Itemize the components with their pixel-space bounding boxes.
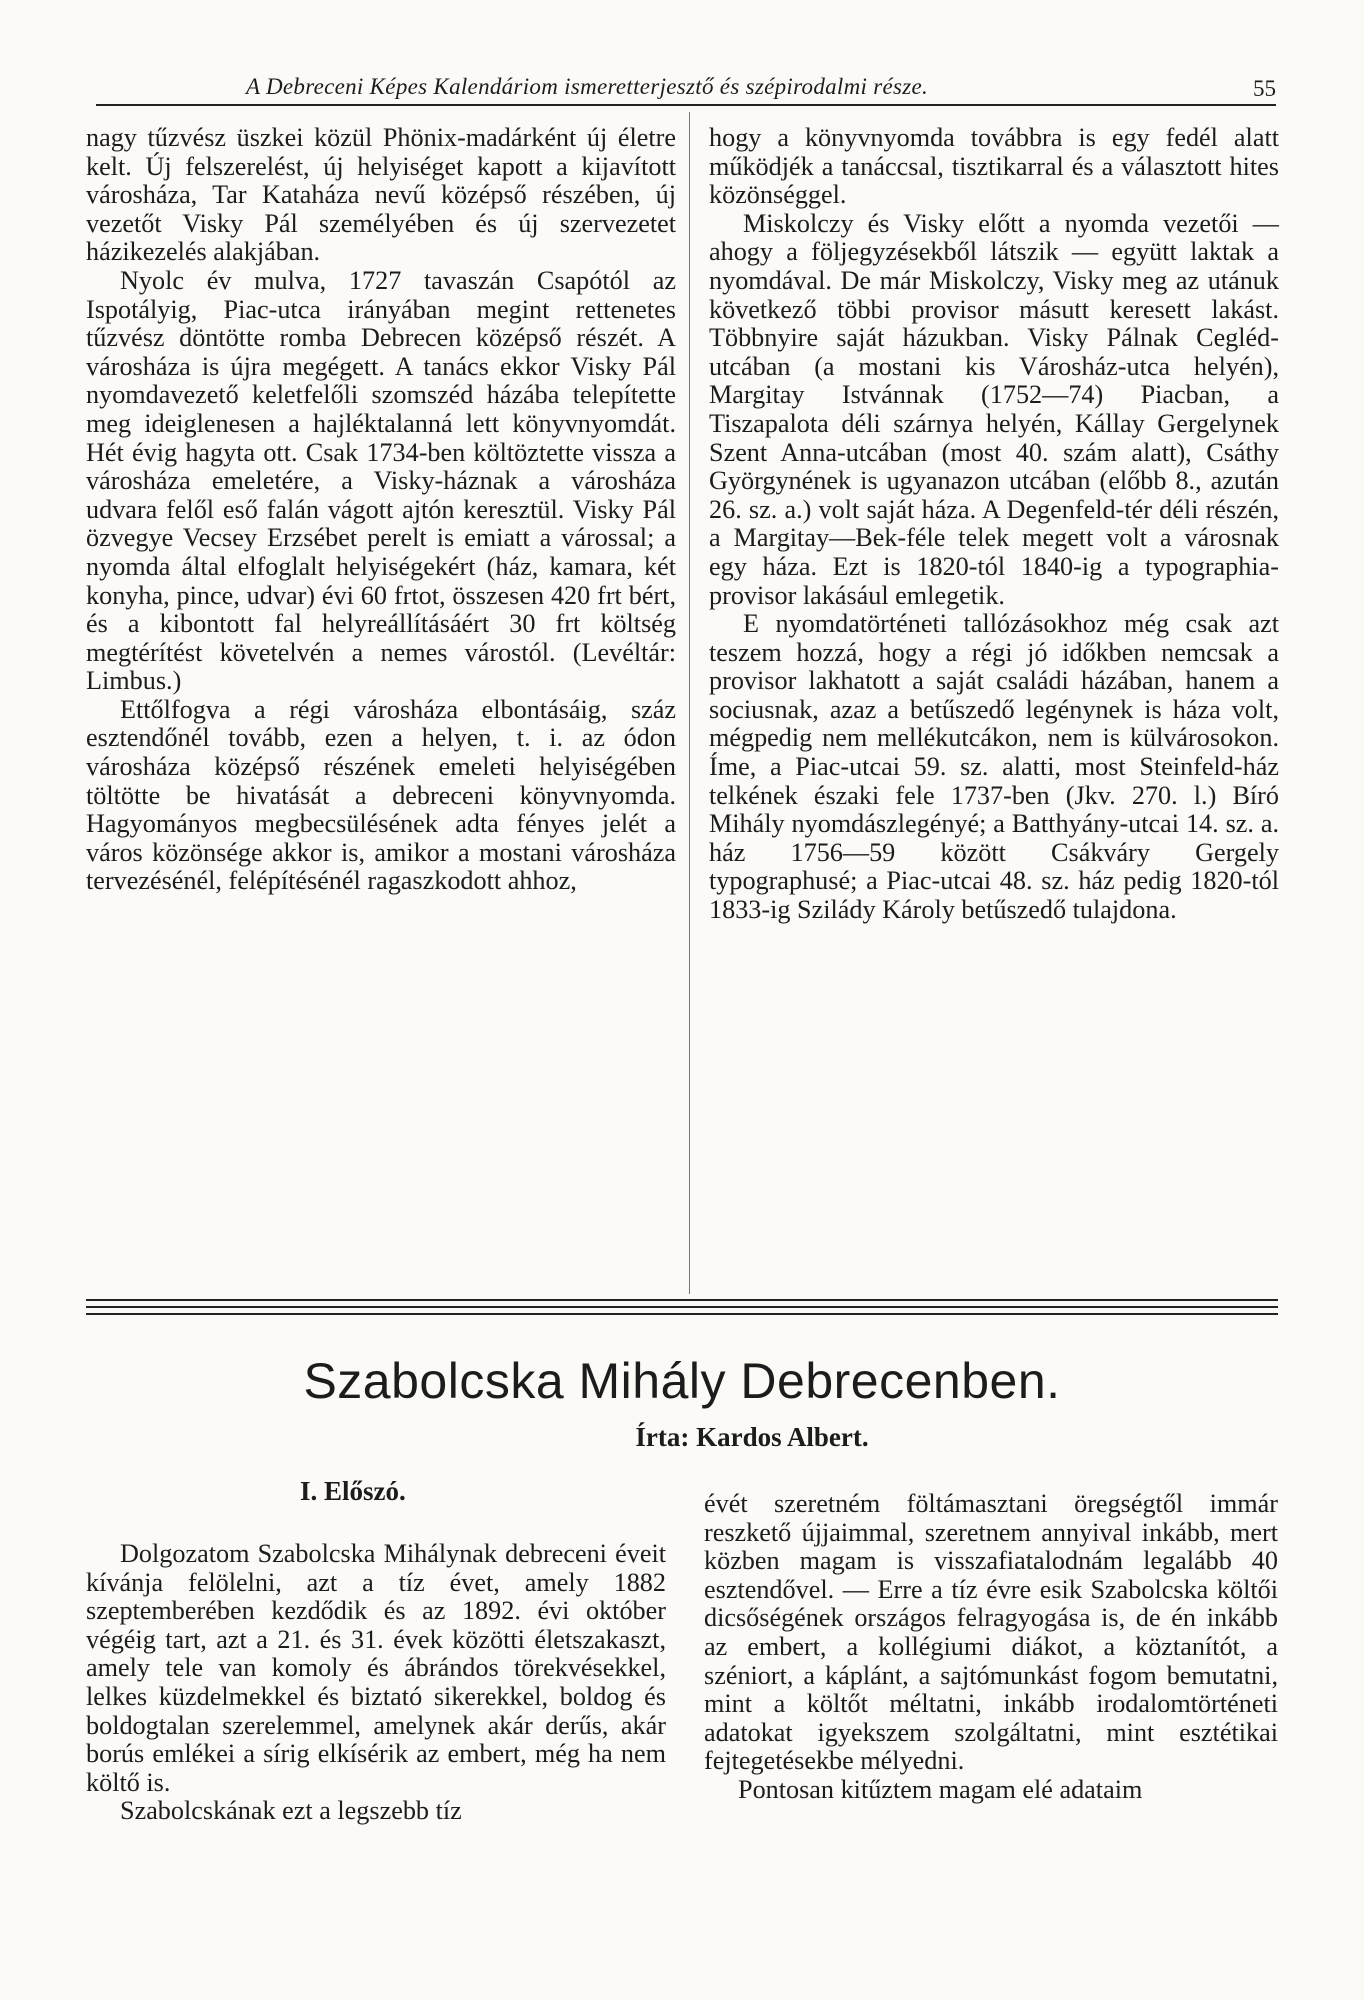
paragraph: nagy tűzvész üszkei közül Phönix-madárként új életre kelt. Új felszerelést, új helyiséget kapott a kijavított városháza, Tar Kataháza nevű középső részében, új vezetőt Visky Pál személyében és új szervezetet házikezelés alakjában. xyxy=(86,123,676,267)
paragraph: Szabolcskának ezt a legszebb tíz xyxy=(120,1796,462,1826)
paragraph: Miskolczy és Visky előtt a nyomda vezetői — ahogy a följegyzésekből látszik — együtt laktak a nyomdával. De már Miskolczy, Visky meg az utánuk következő többi provisor másutt keresett lakást. Többnyire saját házukban. Visky Pálnak Cegléd-utcában (a mostani kis Városház-utca helyén), Margitay Istvánnak (1752—74) Piacban, a Tiszapalota déli szárnya helyén, Kállay Gergelynek Szent Anna-utcában (most 40. szám alatt), Csáthy Györgynének is ugyanazon utcában (előbb 8., azután 26. sz. a.) volt saját háza. A Degenfeld-tér déli részén, a Margitay—Bek-féle telek megett volt a városnak egy háza. Ezt is 1820-tól 1840-ig a typographia-provisor lakásául emlegetik. xyxy=(709,208,1279,610)
running-title: A Debreceni Képes Kalendáriom ismeretterjesztő és szépirodalmi része. xyxy=(246,74,929,99)
paragraph: évét szeretném föltámasztani öregségtől immár reszkető újjaimmal, szeretnem annyival inkább, mert közben magam is visszafiatalodnám legalább 40 esztendővel. — Erre a tíz évre esik Szabolcska költői dicsőségének országos felragyogása is, de én inkább az embert, a kollégiumi diákot, a köztanítót, a széniort, a káplánt, a sajtómunkást fogom bemutatni, mint a költőt méltatni, inkább irodalomtörténeti adatokat igyekszem szolgáltatni, mint esztétikai fejtegetésekbe mélyedni. xyxy=(704,1489,1278,1776)
article-left-column xyxy=(86,1540,666,1826)
separator-rule xyxy=(86,1306,1278,1308)
separator-rule xyxy=(86,1313,1278,1315)
page-number: 55 xyxy=(1253,76,1276,101)
paragraph: Ettőlfogva a régi városháza elbontásáig, száz esztendőnél tovább, ezen a helyen, t. i. az ódon városháza középső részének emeleti helyiségében töltötte be hivatását a debreceni könyvnyomda. Hagyományos megbecsülésének adta fényes jelét a város közönsége akkor is, amikor a mostani városháza tervezésénél, felépítésénél ragaszkodott ahhoz, xyxy=(86,694,676,896)
article-right-column xyxy=(704,1490,1278,1805)
paragraph: hogy a könyvnyomda továbbra is egy fedél alatt működjék a tanáccsal, tisztikarral és a választott hites közönséggel. xyxy=(709,123,1279,210)
running-header xyxy=(96,70,1276,104)
separator-rule xyxy=(86,1299,1278,1301)
byline: Írta: Kardos Albert. xyxy=(635,1422,869,1452)
paragraph: E nyomdatörténeti tallózásokhoz még csak azt teszem hozzá, hogy a régi jó időkben nemcsak a provisor lakhatott a saját családi házában, hanem a sociusnak, azaz a betűszedő legénynek is háza volt, mégpedig nem mellékutcákon, nem is külvárosokon. Íme, a Piac-utcai 59. sz. alatti, most Steinfeld-ház telkének északi fele 1737-ben (Jkv. 270. l.) Bíró Mihály nyomdászlegényé; a Batthyány-utcai 14. sz. a. ház 1756—59 között Csákváry Gergely typographusé; a Piac-utcai 48. sz. ház pedig 1820-tól 1833-ig Sziládу Károly betűszedő tulajdona. xyxy=(709,609,1279,925)
left-column xyxy=(86,124,676,896)
section-heading: I. Előszó. xyxy=(300,1476,406,1506)
paragraph: Nyolc év mulva, 1727 tavaszán Csapótól az Ispotályig, Piac-utca irányában megint rettenetes tűzvész döntötte romba Debrecen középső részét. A városháza is újra megégett. A tanács ekkor Visky Pál nyomdavezető keletfelőli szomszéd házába telepítette meg ideiglenesen a hajléktalanná lett könyvnyomdát. Hét évig hagyta ott. Csak 1734-ben költöztette vissza a városháza emeletére, a Visky-háznak a városháza udvara felől eső falán vágott ajtón keresztül. Visky Pál özvegye Vecsey Erzsébet perelt is emiatt a várossal; a nyomda által elfoglalt helyiségekért (ház, kamara, két konyha, pince, udvar) évi 60 frtot, összesen 420 frt bért, és a kibontott fal helyreállításáért 30 frt költség megtérítést követelvén a nemes várostól. (Levéltár: Limbus.) xyxy=(86,265,676,696)
paragraph: Dolgozatom Szabolcska Mihálynak debreceni éveit kívánja felölelni, azt a tíz évet, amely 1882 szeptemberében kezdődik és az 1892. évi október végéig tart, azt a 21. és 31. évek közötti életszakaszt, amely tele van komoly és ábrándos törekvésekkel, lelkes küzdelmekkel és biztató sikerekkel, boldog és boldogtalan szerelemmel, amelynek akár derűs, akár borús emlékei a sírig elkísérik az embert, még ha nem költő is. xyxy=(86,1539,666,1797)
column-divider xyxy=(689,112,690,1294)
header-rule xyxy=(96,104,1276,106)
paragraph: Pontosan kitűztem magam elé adataim xyxy=(738,1774,1143,1804)
right-column xyxy=(709,124,1279,925)
article-title: Szabolcska Mihály Debrecenben. xyxy=(303,1353,1061,1409)
